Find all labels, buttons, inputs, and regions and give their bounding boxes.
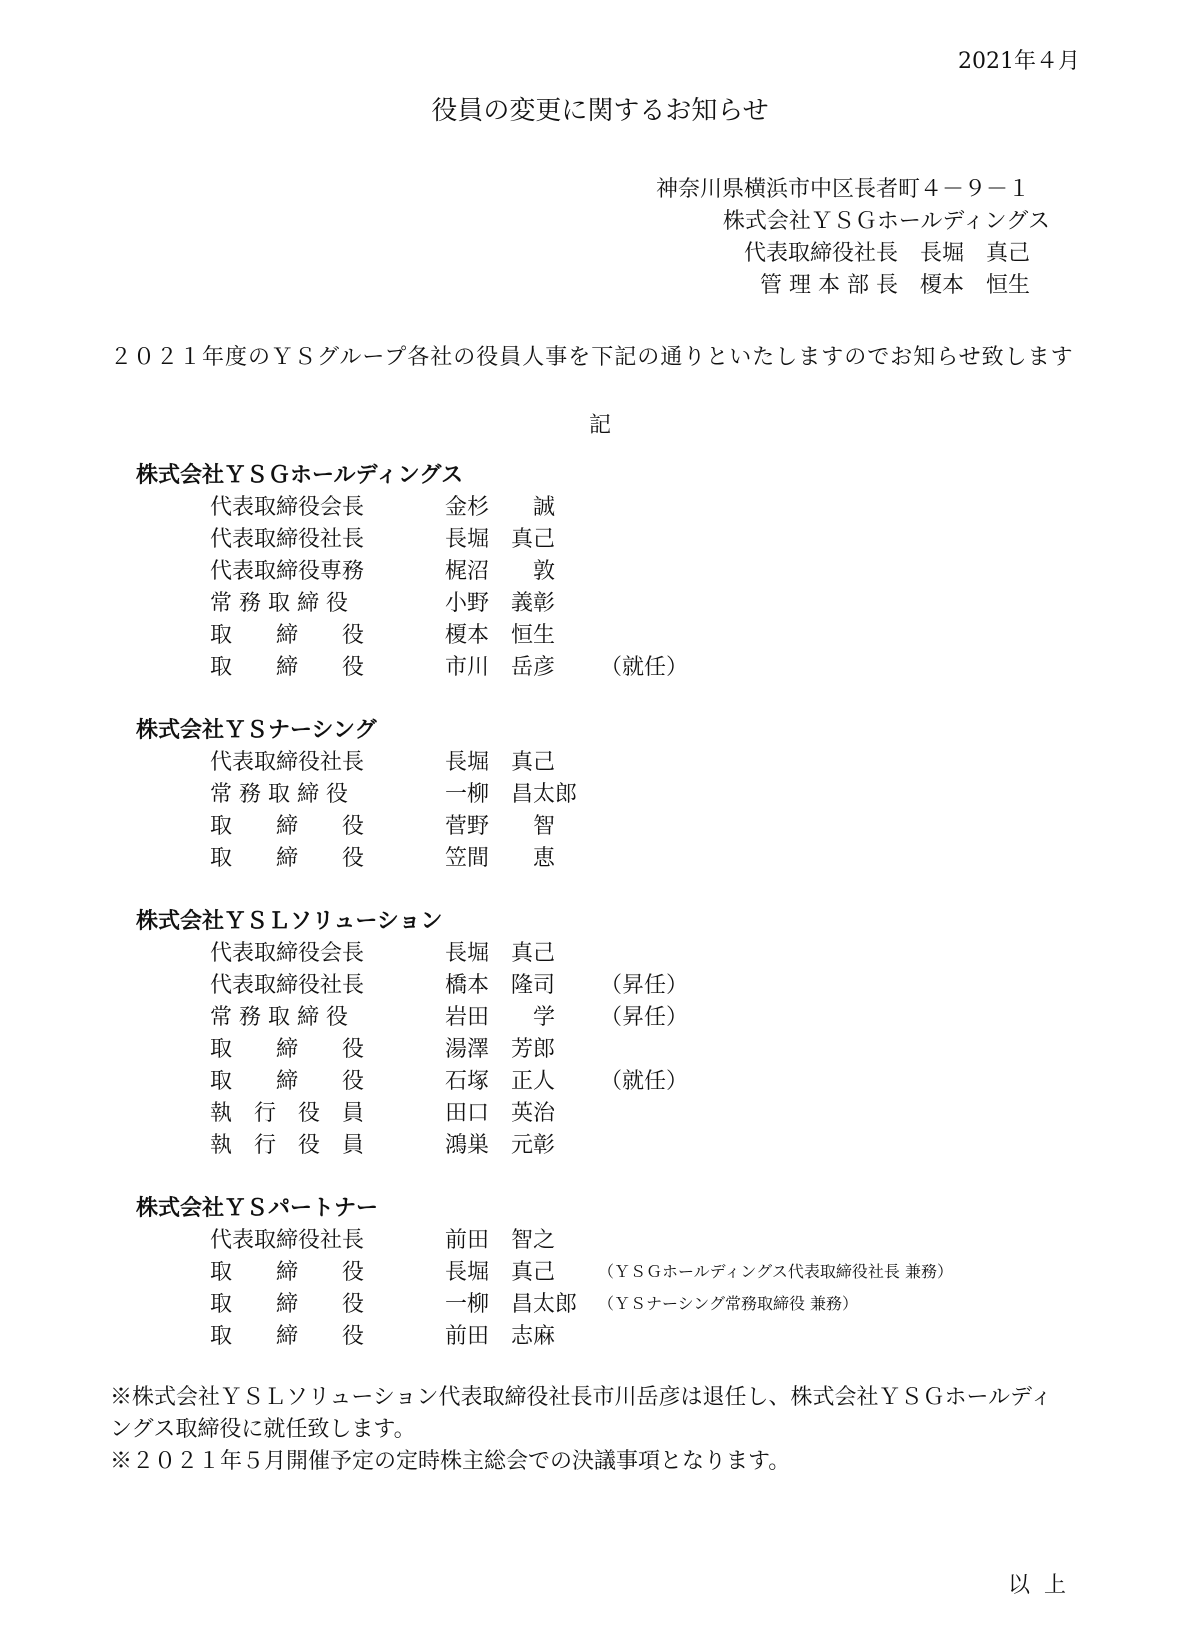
member-position: 執 行 役 員 bbox=[210, 1133, 365, 1158]
member-name: 岩田 学 bbox=[445, 1005, 556, 1030]
member-position: 常 務 取 締 役 bbox=[210, 782, 348, 807]
footnote: ※２０２１年５月開催予定の定時株主総会での決議事項となります。 bbox=[110, 1449, 791, 1474]
member-position: 取 締 役 bbox=[210, 1037, 365, 1062]
member-name: 湯澤 芳郎 bbox=[445, 1037, 556, 1062]
member-name: 長堀 真己 bbox=[445, 941, 556, 966]
member-name: 石塚 正人 bbox=[445, 1069, 556, 1094]
sender-address: 神奈川県横浜市中区長者町４－９－１ bbox=[655, 177, 1030, 202]
member-name: 小野 義彰 bbox=[445, 591, 556, 616]
company-heading: 株式会社ＹＳＧホールディングス bbox=[136, 462, 464, 488]
member-name: 前田 智之 bbox=[445, 1228, 556, 1253]
company-heading: 株式会社ＹＳパートナー bbox=[136, 1195, 379, 1221]
intro-text: ２０２１年度のＹＳグループ各社の役員人事を下記の通りといたしますのでお知らせ致します bbox=[110, 345, 1074, 370]
document-date: 2021年４月 bbox=[958, 49, 1080, 74]
closing-mark: 以上 bbox=[1007, 1573, 1080, 1598]
company-heading: 株式会社ＹＳナーシング bbox=[136, 717, 377, 743]
member-position: 取 締 役 bbox=[210, 655, 365, 680]
member-position: 取 締 役 bbox=[210, 1069, 365, 1094]
member-position: 代表取締役社長 bbox=[210, 527, 365, 552]
sender-president: 代表取締役社長 長堀 真己 bbox=[743, 241, 1030, 266]
sender-company: 株式会社ＹＳＧホールディングス bbox=[722, 209, 1050, 234]
member-note: （ＹＳナーシング常務取締役 兼務） bbox=[598, 1294, 859, 1313]
member-name: 梶沼 敦 bbox=[445, 559, 556, 584]
member-name: 笠間 恵 bbox=[445, 846, 556, 871]
member-position: 取 締 役 bbox=[210, 1260, 365, 1285]
member-name: 榎本 恒生 bbox=[445, 623, 556, 648]
member-position: 取 締 役 bbox=[210, 623, 365, 648]
document-title: 役員の変更に関するお知らせ bbox=[431, 96, 769, 126]
member-name: 長堀 真己 bbox=[445, 1260, 556, 1285]
member-position: 取 締 役 bbox=[210, 1292, 365, 1317]
member-name: 一柳 昌太郎 bbox=[445, 1292, 578, 1317]
member-name: 市川 岳彦 bbox=[445, 655, 556, 680]
member-name: 一柳 昌太郎 bbox=[445, 782, 578, 807]
ki-heading: 記 bbox=[588, 413, 611, 438]
member-position: 代表取締役社長 bbox=[210, 973, 365, 998]
member-position: 取 締 役 bbox=[210, 1324, 365, 1349]
member-note: （就任） bbox=[600, 655, 689, 680]
member-position: 代表取締役社長 bbox=[210, 750, 365, 775]
member-name: 田口 英治 bbox=[445, 1101, 556, 1126]
footnote: ※株式会社ＹＳＬソリューション代表取締役社長市川岳彦は退任し、株式会社ＹＳＧホールディ bbox=[110, 1385, 1053, 1410]
member-position: 代表取締役専務 bbox=[210, 559, 365, 584]
company-heading: 株式会社ＹＳＬソリューション bbox=[136, 908, 443, 934]
member-name: 金杉 誠 bbox=[445, 495, 556, 520]
member-note: （就任） bbox=[600, 1069, 689, 1094]
member-position: 代表取締役会長 bbox=[210, 495, 365, 520]
member-name: 橋本 隆司 bbox=[445, 973, 556, 998]
member-name: 鴻巣 元彰 bbox=[445, 1133, 556, 1158]
member-position: 代表取締役会長 bbox=[210, 941, 365, 966]
member-name: 菅野 智 bbox=[445, 814, 556, 839]
member-note: （昇任） bbox=[600, 1005, 689, 1030]
member-position: 常 務 取 締 役 bbox=[210, 591, 348, 616]
member-position: 代表取締役社長 bbox=[210, 1228, 365, 1253]
member-name: 前田 志麻 bbox=[445, 1324, 556, 1349]
member-position: 常 務 取 締 役 bbox=[210, 1005, 348, 1030]
sender-manager: 管 理 本 部 長 榎本 恒生 bbox=[760, 273, 1030, 298]
member-position: 取 締 役 bbox=[210, 814, 365, 839]
member-note: （ＹＳＧホールディングス代表取締役社長 兼務） bbox=[598, 1262, 954, 1281]
footnote: ングス取締役に就任致します。 bbox=[110, 1417, 416, 1442]
member-position: 取 締 役 bbox=[210, 846, 365, 871]
member-name: 長堀 真己 bbox=[445, 527, 556, 552]
member-position: 執 行 役 員 bbox=[210, 1101, 365, 1126]
member-note: （昇任） bbox=[600, 973, 689, 998]
member-name: 長堀 真己 bbox=[445, 750, 556, 775]
